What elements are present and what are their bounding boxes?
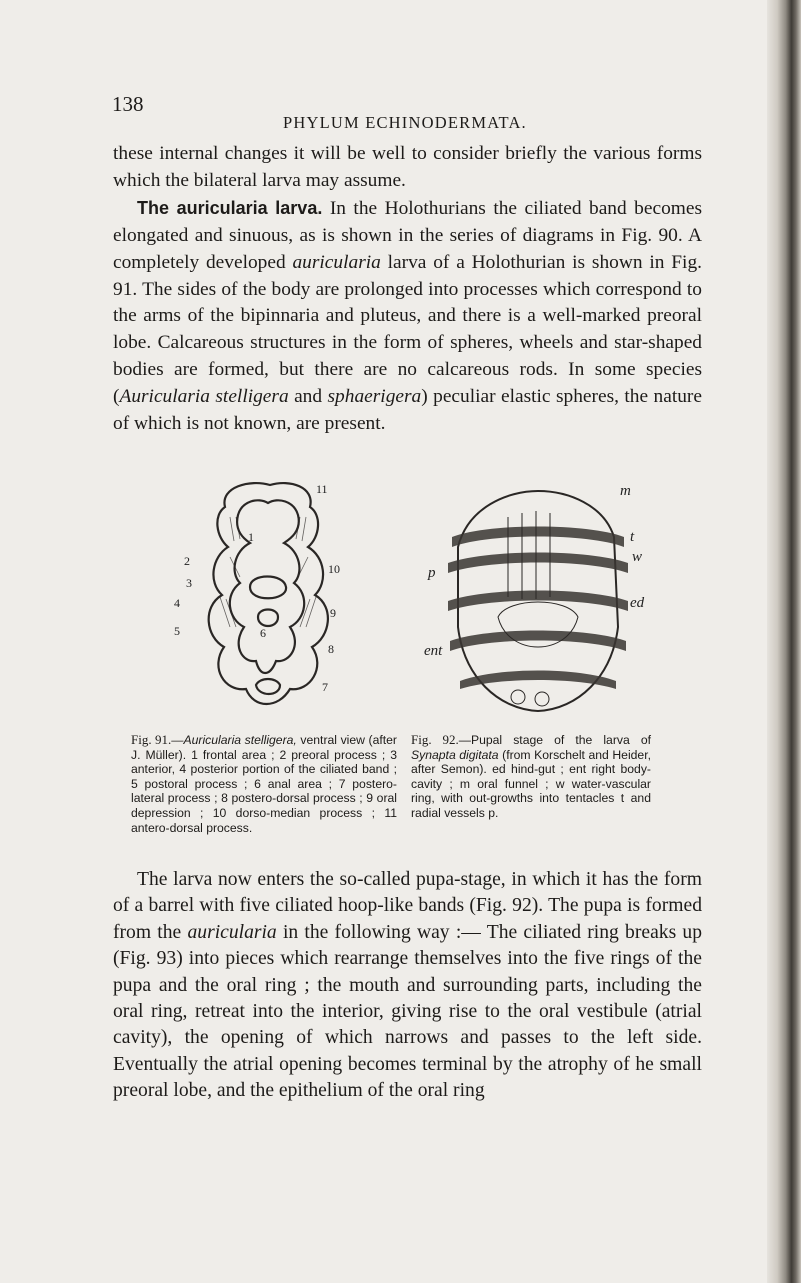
fig92-label-ent: ent (424, 643, 443, 659)
fig92-label-ed: ed (630, 595, 645, 611)
fig92-caption-text-b: (from Korschelt and Heider, after Semon). ed hind-gut ; ent right body-cavity ; m oral funnel ; w water-vascular ring, with out-growths into tentacles t and radial vessels p. (411, 747, 651, 820)
para2-term-auricularia: auricularia (187, 921, 277, 943)
fig91-label-9: 9 (330, 606, 336, 620)
species-sphaerigera: sphaerigera (327, 386, 422, 408)
fig91-label-5: 5 (174, 624, 180, 638)
fig92-label-t: t (630, 529, 635, 545)
running-head: PHYLUM ECHINODERMATA. (283, 113, 527, 132)
fig92-caption-species: Synapta digitata (411, 747, 499, 762)
figure-92-caption (411, 733, 651, 821)
fig92-label-w: w (632, 549, 643, 565)
fig91-label-11: 11 (316, 482, 328, 496)
species-stelligera: Auricularia stelligera (119, 386, 289, 408)
figure-92-pupal-stage-illustration (418, 477, 658, 717)
para1-sentence1: these internal changes it will be well to consider briefly the various forms which the bilateral larva may assume. (113, 143, 702, 191)
fig91-caption-body: ventral view (after J. Müller). 1 frontal area ; 2 preoral process ; 3 anterior, 4 posterior portion of the ciliated band ; 5 postoral process ; 6 anal area ; 7 postero-lateral process ; 8 postero-dorsal process ; 9 oral depression ; 10 dorso-median process ; 11 antero-dorsal process. (131, 733, 397, 835)
fig92-label-p: p (428, 565, 436, 581)
fig91-label-1: 1 (248, 530, 254, 544)
para2-text-a: The larva now enters the so-called pupa-stage, in which it has the form of a barrel with five ciliated hoop-like bands (Fig. 92). The pupa is formed from the (113, 869, 702, 943)
term-auricularia: auricularia (292, 251, 381, 273)
fig91-label-3: 3 (186, 576, 192, 590)
fig92-caption-label: Fig. 92. (411, 732, 459, 747)
paragraph-pupa-stage (113, 867, 702, 1105)
page-number: 138 (112, 92, 144, 116)
para2-text-b: in the following way :— The ciliated ring breaks up (Fig. 93) into pieces which rearrange themselves into the five rings of the pupa and the oral ring ; the mouth and surrounding parts, including the oral ring, retreat into the interior, giving rise to the oral vestibule (atrial cavity), the opening of which narrows and passes to the left side. Eventually the atrial opening becomes terminal by the atrophy of he small preoral lobe, and the epithelium of the oral ring (113, 921, 702, 1102)
page-edge-shadow (767, 0, 801, 1283)
fig92-label-m: m (620, 483, 631, 499)
fig91-label-6: 6 (260, 626, 266, 640)
figure-91-caption (131, 733, 397, 835)
fig91-label-10: 10 (328, 562, 340, 576)
fig91-caption-title: —Auricularia stelligera, (171, 733, 297, 747)
fig91-label-8: 8 (328, 642, 334, 656)
figure-91-auricularia-illustration (150, 477, 400, 717)
section-run-in-heading: The auricularia larva. (137, 197, 323, 218)
fig92-caption-text-a: —Pupal stage of the larva of (458, 733, 651, 747)
para1-text-c: and (288, 386, 328, 408)
para1-text-a: In the Holothurians the ciliated band becomes elongated and sinuous, as is shown in the series of diagrams in Fig. 90. A completely developed (113, 197, 703, 273)
paragraph-intro (113, 141, 702, 438)
fig91-caption-label: Fig. 91. (131, 732, 172, 747)
para1-text-d: ) peculiar elastic spheres, the nature of which is not known, are present. (113, 386, 702, 435)
fig91-label-7: 7 (322, 680, 328, 694)
fig91-label-4: 4 (174, 596, 180, 610)
para1-text-b: larva of a Holothurian is shown in Fig. 91. The sides of the body are prolonged into processes which correspond to the arms of the bipinnaria and pluteus, and there is a well-marked preoral lobe. Calcareous structures in the form of spheres, wheels and star-shaped bodies are formed, but there are no calcareous rods. In some species ( (113, 251, 702, 408)
fig91-label-2: 2 (184, 554, 190, 568)
